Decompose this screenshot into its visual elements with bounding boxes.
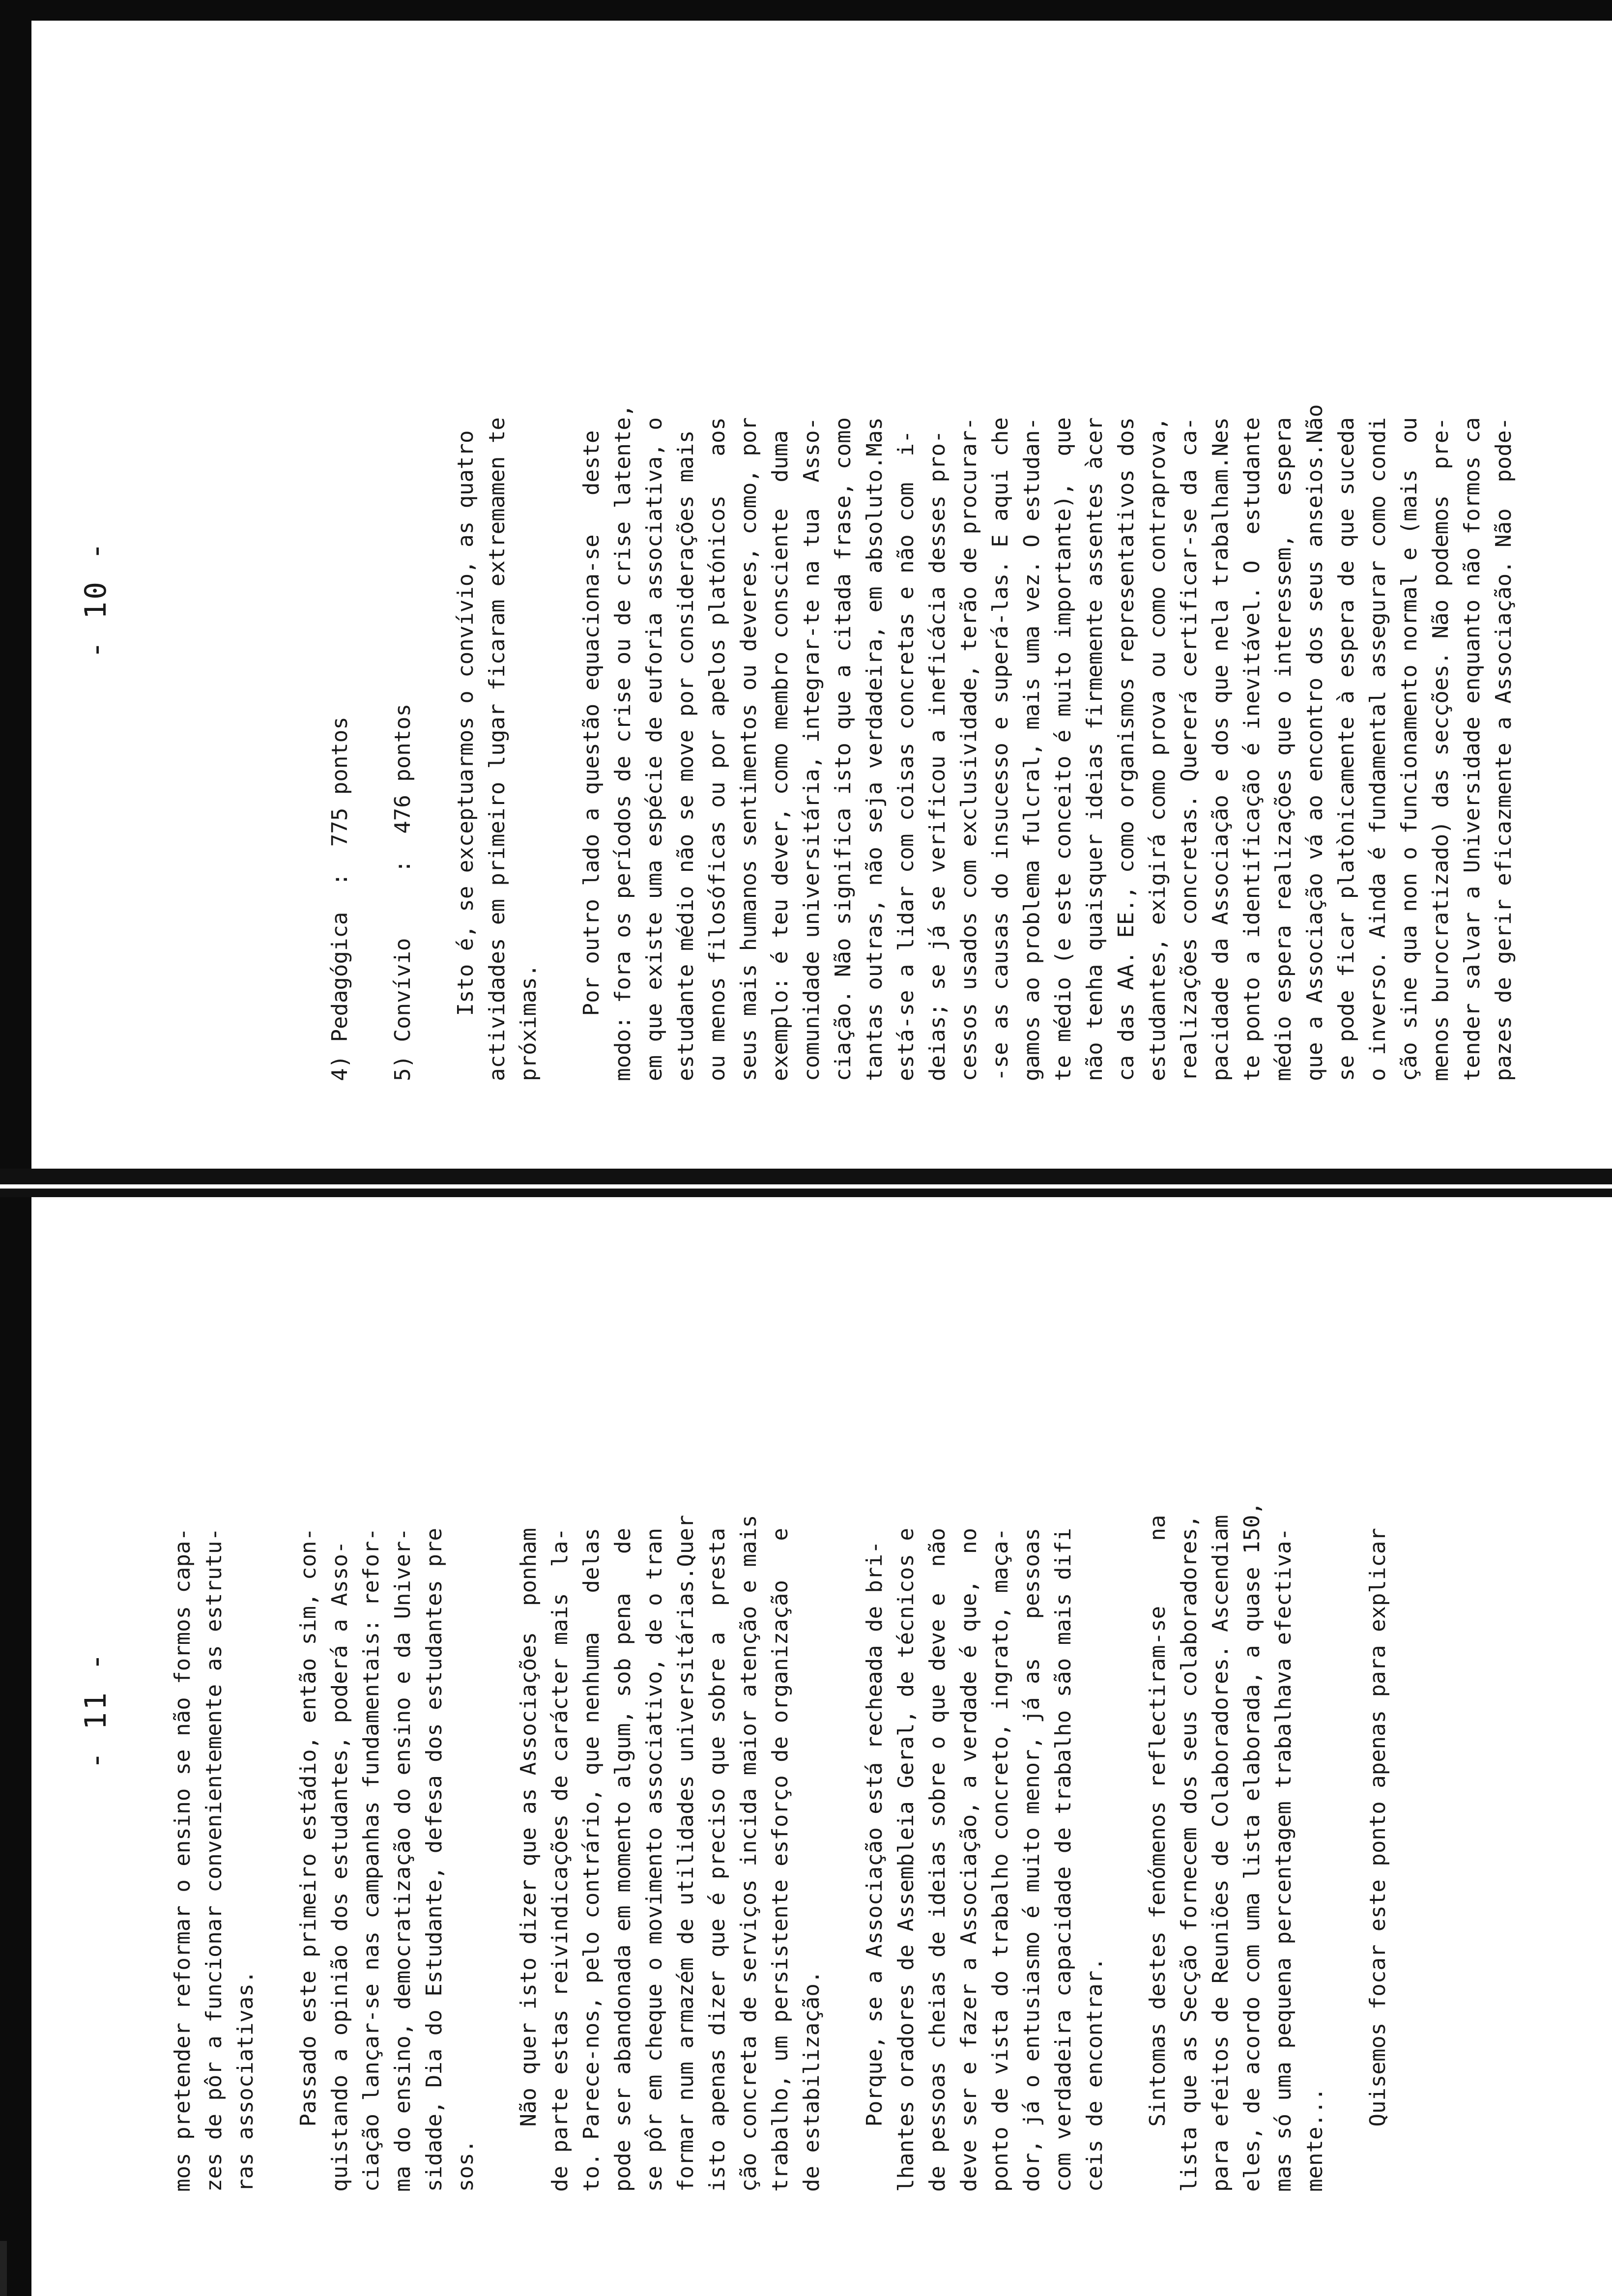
scan-mark <box>0 2241 7 2296</box>
text-line: estudante médio não se move por considerações mais <box>673 430 698 1081</box>
text-line: sos. <box>453 2140 478 2192</box>
text-line: está-se a lidar com coisas concretas e não com i- <box>893 430 919 1081</box>
text-line: 4) Pedagógica : 775 pontos <box>327 717 352 1081</box>
text-line: realizações concretas. Quererá certificar-se da ca- <box>1177 417 1202 1081</box>
text-line: gamos ao problema fulcral, mais uma vez. O estudan- <box>1019 417 1044 1081</box>
text-line: sidade, Dia do Estudante, defesa dos estudantes pre <box>422 1527 447 2192</box>
text-line: ponto de vista do trabalho concreto, ingrato, maça- <box>988 1527 1013 2192</box>
text-line: exemplo: é teu dever, como membro consciente duma <box>768 430 793 1081</box>
text-line: para efeitos de Reuniões de Colaboradores. Ascendiam <box>1208 1515 1233 2192</box>
text-line: o inverso. Ainda é fundamental assegurar como condi <box>1365 417 1390 1081</box>
text-line <box>482 1248 513 2192</box>
text-line: ciação. Não significa isto que a citada frase, como <box>831 417 856 1081</box>
text-line: seus mais humanos sentimentos ou deveres, como, por <box>736 417 761 1081</box>
text-line <box>545 138 576 1081</box>
text-line <box>1111 1248 1142 2192</box>
page-number-11: - 11 - <box>79 1651 113 1770</box>
text-line: estudantes, exigirá como prova ou como contraprova, <box>1145 417 1170 1081</box>
text-line: com verdadeira capacidade de trabalho são mais difi <box>1051 1527 1076 2192</box>
page-11-body <box>167 1248 1394 2192</box>
text-line: se pôr em cheque o movimento associativo, de o tran <box>642 1527 667 2192</box>
text-line: lista que as Secção fornecem dos seus colaboradores, <box>1177 1515 1202 2192</box>
text-line: que a Associação vá ao encontro dos seus anseios.Não <box>1302 404 1327 1081</box>
text-line: isto apenas dizer que é preciso que sobre a presta <box>705 1527 730 2192</box>
text-line <box>828 1248 859 2192</box>
text-line: tantas outras, não seja verdadeira, em absoluto.Mas <box>862 417 887 1081</box>
text-line: ciação lançar-se nas campanhas fundamentais: refor- <box>359 1527 384 2192</box>
text-line: formar num armazém de utilidades universitárias.Quer <box>673 1515 698 2192</box>
text-line: não tenha quaisquer ideias firmemente assentes àcer <box>1082 417 1107 1081</box>
text-line: de estabilização. <box>799 1970 824 2192</box>
text-line: 5) Convívio : 476 pontos <box>390 703 415 1081</box>
text-line: deve ser e fazer a Associação, a verdade é que, no <box>956 1527 981 2192</box>
text-line: ca das AA. EE., como organismos representativos dos <box>1114 417 1139 1081</box>
text-line: -se as causas do insucesso e superá-las. E aqui che <box>988 417 1013 1081</box>
text-line: médio espera realizações que o interessem, espera <box>1271 417 1296 1081</box>
text-line: tender salvar a Universidade enquanto não formos ca <box>1460 417 1485 1081</box>
text-line: Porque, se a Associação está recheada de bri- <box>862 1541 887 2192</box>
text-line: dor, já o entusiasmo é muito menor, já as pessoas <box>1019 1527 1044 2192</box>
text-line <box>261 1248 293 2192</box>
text-line: ma do ensino, democratização do ensino e da Univer- <box>390 1527 415 2192</box>
text-line <box>419 138 450 1081</box>
text-line: Isto é, se exceptuarmos o convívio, as quatro <box>453 430 478 1081</box>
text-line: próximas. <box>516 964 541 1081</box>
text-line: deias; se já se verificou a ineficácia desses pro- <box>925 430 950 1081</box>
text-line: de parte estas reivindicações de carácter mais la- <box>547 1527 573 2192</box>
page-11 <box>69 1170 1543 2251</box>
text-line: Passado este primeiro estádio, então sim, con- <box>296 1527 321 2192</box>
text-line: ceis de encontrar. <box>1082 1957 1107 2192</box>
text-line: pacidade da Associação e dos que nela trabalham.Nes <box>1208 417 1233 1081</box>
text-line: ras associativas. <box>233 1970 258 2192</box>
text-line: menos burocratizado) das secções. Não podemos pre- <box>1428 417 1453 1081</box>
text-line <box>356 138 387 1081</box>
text-line <box>1331 1248 1362 2192</box>
text-line: se pode ficar platònicamente à espera de que suceda <box>1334 417 1359 1081</box>
text-line: lhantes oradores de Assembleia Geral, de técnicos e <box>893 1527 919 2192</box>
scan-border-left <box>0 0 31 2296</box>
text-line: Quisemos focar este ponto apenas para explicar <box>1365 1527 1390 2192</box>
text-line: comunidade universitária, integrar-te na tua Asso- <box>799 417 824 1081</box>
text-line: zes de pôr a funcionar convenientemente as estrutu- <box>202 1527 227 2192</box>
page-number-10: - 10 - <box>79 540 113 659</box>
text-line: mas só uma pequena percentagem trabalhava efectiva- <box>1271 1527 1296 2192</box>
text-line: pode ser abandonada em momento algum, sob pena de <box>610 1527 635 2192</box>
scan-border-top <box>0 0 1612 21</box>
text-line: eles, de acordo com uma lista elaborada, a quase 150, <box>1239 1502 1265 2192</box>
text-line: Sintomas destes fenómenos reflectiram-se na <box>1145 1515 1170 2192</box>
text-line: quistando a opinião dos estudantes, poderá a Asso- <box>327 1541 352 2192</box>
text-line: pazes de gerir eficazmente a Associação. Não pode- <box>1491 417 1516 1081</box>
page-10-body <box>324 138 1520 1081</box>
text-line: to. Parece-nos, pelo contrário, que nenhuma delas <box>579 1527 604 2192</box>
text-line: Não quer isto dizer que as Associações ponham <box>516 1527 541 2192</box>
text-line: te ponto a identificação é inevitável. O estudante <box>1239 417 1265 1081</box>
page-10 <box>69 59 1543 1140</box>
text-line: Por outro lado a questão equaciona-se deste <box>579 430 604 1081</box>
text-line: cessos usados com exclusividade, terão de procurar- <box>956 417 981 1081</box>
text-line: actividades em primeiro lugar ficaram extremamen te <box>485 417 510 1081</box>
text-line: ou menos filosóficas ou por apelos platónicos aos <box>705 417 730 1081</box>
text-line: mos pretender reformar o ensino se não formos capa- <box>170 1527 195 2192</box>
text-line: de pessoas cheias de ideias sobre o que deve e não <box>925 1527 950 2192</box>
text-line: ção sine qua non o funcionamento normal e (mais ou <box>1397 417 1422 1081</box>
text-line: ção concreta de serviços incida maior atenção e mais <box>736 1515 761 2192</box>
text-line: trabalho, um persistente esforço de organização e <box>768 1527 793 2192</box>
text-line: em que existe uma espécie de euforia associativa, o <box>642 417 667 1081</box>
text-line: mente... <box>1302 2088 1327 2192</box>
text-line: modo: fora os períodos de crise ou de crise latente, <box>610 404 635 1081</box>
text-line: te médio (e este conceito é muito importante), que <box>1051 417 1076 1081</box>
